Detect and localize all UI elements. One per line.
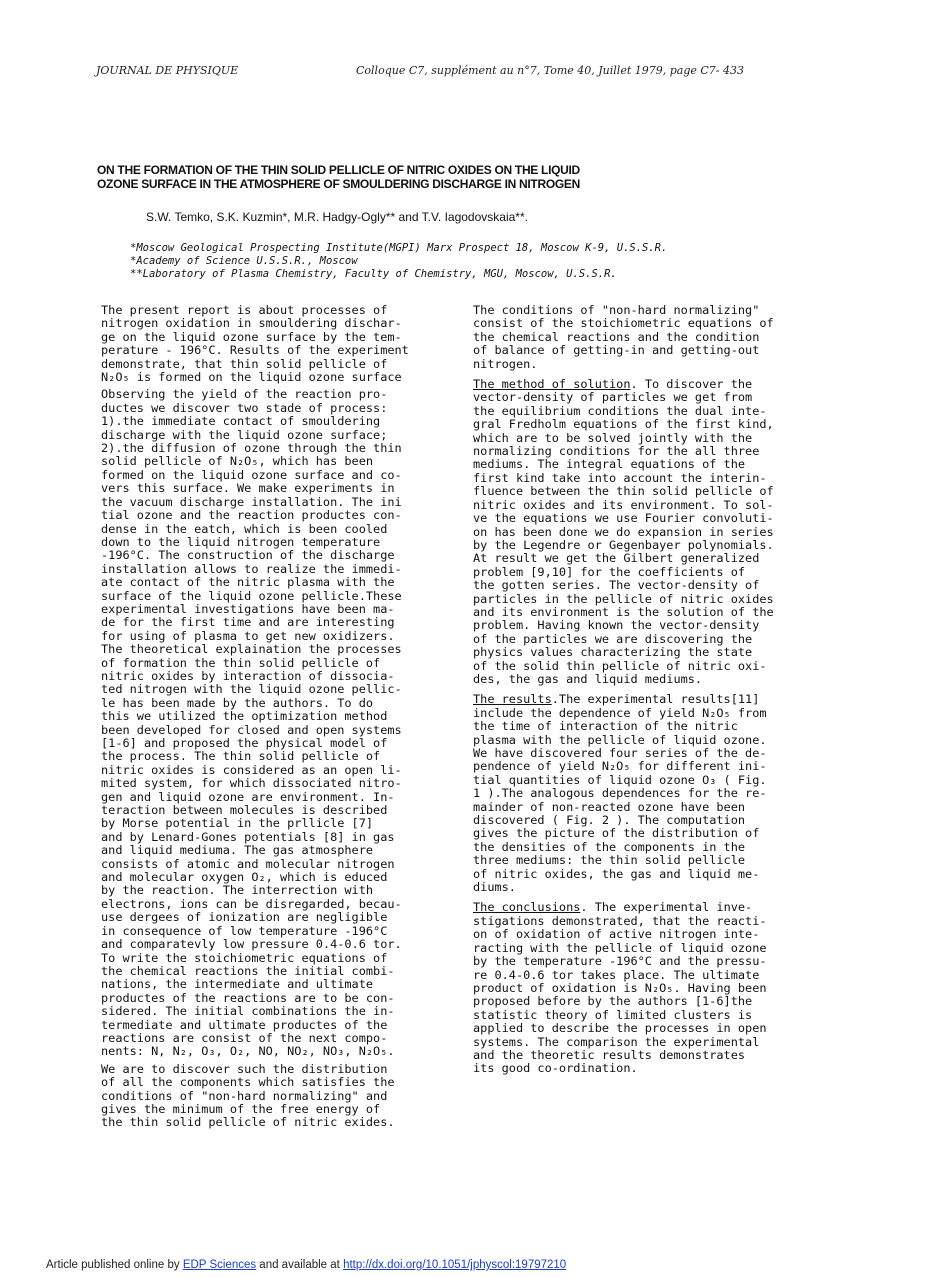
paragraph-conclusions	[473, 901, 833, 1075]
affiliation-1: *Moscow Geological Prospecting Institute(MGPI) Marx Prospect 18, Moscow K-9, U.S.S.R.	[130, 242, 668, 254]
paragraph-method	[473, 378, 833, 686]
paragraph-results	[473, 693, 833, 894]
right-column	[473, 304, 833, 1083]
title-line-2: OZONE SURFACE IN THE ATMOSPHERE OF SMOULDERING DISCHARGE IN NITROGEN	[97, 177, 580, 191]
section-heading-method: The method of solution	[473, 377, 631, 392]
left-column	[101, 304, 461, 1134]
affiliations	[130, 242, 667, 281]
footer-middle: and available at	[256, 1259, 344, 1271]
section-heading-results: The results	[473, 692, 552, 707]
paragraph-experiment: Observing the yield of the reaction pro- ductes we discover two stade of process: 1).the immediate contact of smouldering discharge with the liquid ozone surface; 2).the diffusion of ozone through the thin solid pellicle of N₂O₅, which has been formed on the liquid ozone surface and co- vers this surface. We make experiments in the vacuum discharge installation. The ini tial ozone and the reaction productes con- dense in the eatch, which is been cooled down to the liquid nitrogen temperature -196°C. The construction of the discharge installation allows to realize the immedi- ate contact of the nitric plasma with the surface of the liquid ozone pellicle.These experimental investigations have been ma- de for the first time and are interesting for using of plasma to get new oxidizers. The theoretical explaination the processes of formation the thin solid pellicle of nitric oxides by interaction of dissocia- ted nitrogen with the liquid ozone pellic- le has been made by the authors. To do this we utilized the optimization method been developed for closed and open systems [1-6] and proposed the physical model of the process. The thin solid pellicle of nitric oxides is considered as an open li- mited system, for which dissociated nitro- gen and liquid ozone are environment. In- teraction between molecules is described by Morse potential in the prllicle [7] and by Lenard-Gones potentials [8] in gas and liquid mediuma. The gas atmosphere consists of atomic and molecular nitrogen and molecular oxygen O₂, which is educed by the reaction. The interrection with electrons, ions can be disregarded, becau- use dergees of ionization are negligible in consequence of low temperature -196°C and comparatevly low pressure 0.4-0.6 tor. To write the stoichiometric equations of the chemical reactions the initial combi- nations, the intermediate and ultimate productes of the reactions are to be con- sidered. The initial combinations the in- termediate and ultimate productes of the reactions are consist of the next compo- nents: N, N₂, O₃, O₂, NO, NO₂, NO₃, N₂O₅.	[101, 387, 402, 1059]
results-body: .The experimental results[11] include the dependence of yield N₂O₅ from the time of interaction of the nitric plasma with the pellicle of liquid ozone. We have discovered four series of the de- pendence of yield N₂O₅ for different ini- tial quantities of liquid ozone O₃ ( Fig. 1 ).The analogous dependences for the re- mainder of non-reacted ozone have been discovered ( Fig. 2 ). The computation gives the picture of the distribution of the densities of the components in the three mediums: the thin solid pellicle of nitric oxides, the gas and liquid me- diums.	[473, 692, 767, 895]
publication-footer	[46, 1259, 566, 1271]
paragraph-distribution: We are to discover such the distribution of all the components which satisfies the conditions of "non-hard normalizing" and gives the minimum of the free energy of the thin solid pellicle of nitric exides.	[101, 1061, 395, 1130]
issue-info: Colloque C7, supplément au n°7, Tome 40, Juillet 1979, page C7- 433	[356, 64, 745, 77]
title-line-1: ON THE FORMATION OF THE THIN SOLID PELLICLE OF NITRIC OXIDES ON THE LIQUID	[97, 163, 580, 177]
method-body: . To discover the vector-density of particles we get from the equilibrium conditions the dual inte- gral Fredholm equations of the first kind, which are to be solved jointly with the normalizing conditions for the all three mediums. The integral equations of the first kind take into account the interin- fluence between the thin solid pellicle of nitric oxides and its environment. To sol- ve the equations we use Fourier convoluti- on has been done we do expansion in series by the Legendre or Gegenbayer polynomials. At result we get the Gilbert generalized problem [9,10] for the coefficients of the gotten series. The vector-density of particles in the pellicle of nitric oxides and its environment is the solution of the problem. Having known the vector-density of the particles we are discovering the physics values characterizing the state of the solid thin pellicle of nitric oxi- des, the gas and liquid mediums.	[473, 377, 774, 686]
paper-title	[97, 163, 717, 191]
journal-name: JOURNAL DE PHYSIQUE	[96, 64, 239, 77]
affiliation-3: **Laboratory of Plasma Chemistry, Faculty of Chemistry, MGU, Moscow, U.S.S.R.	[130, 268, 617, 280]
paragraph-conditions: The conditions of "non-hard normalizing" consist of the stoichiometric equations of the chemical reactions and the condition of balance of getting-in and getting-out nitrogen.	[473, 303, 774, 371]
conclusions-body: . The experimental inve- stigations demonstrated, that the reacti- on of oxidation of active nitrogen inte- racting with the pellicle of liquid ozone by the temperature -196°C and the pressu- re 0.4-0.6 tor takes place. The ultimate product of oxidation is N₂O₅. Having been proposed before by the authors [1-6]the statistic theory of limited clusters is applied to describe the processes in open systems. The comparison the experimental and the theoretic results demonstrates its good co-ordination.	[473, 900, 767, 1076]
publisher-link[interactable]: EDP Sciences	[182, 1259, 257, 1271]
footer-prefix: Article published online by	[46, 1259, 183, 1271]
section-heading-conclusions: The conclusions	[473, 900, 581, 915]
paragraph-intro: The present report is about processes of nitrogen oxidation in smouldering dischar- ge on the liquid ozone surface by the tem- perature - 196°C. Results of the experiment demonstrate, that thin solid pellicle of N₂O₅ is formed on the liquid ozone surface	[101, 303, 409, 385]
doi-link[interactable]: http://dx.doi.org/10.1051/jphyscol:19797210	[343, 1259, 567, 1271]
affiliation-2: *Academy of Science U.S.S.R., Moscow	[130, 255, 358, 267]
author-list: S.W. Temko, S.K. Kuzmin*, M.R. Hadgy-Ogly** and T.V. Iagodovskaia**.	[146, 210, 528, 224]
